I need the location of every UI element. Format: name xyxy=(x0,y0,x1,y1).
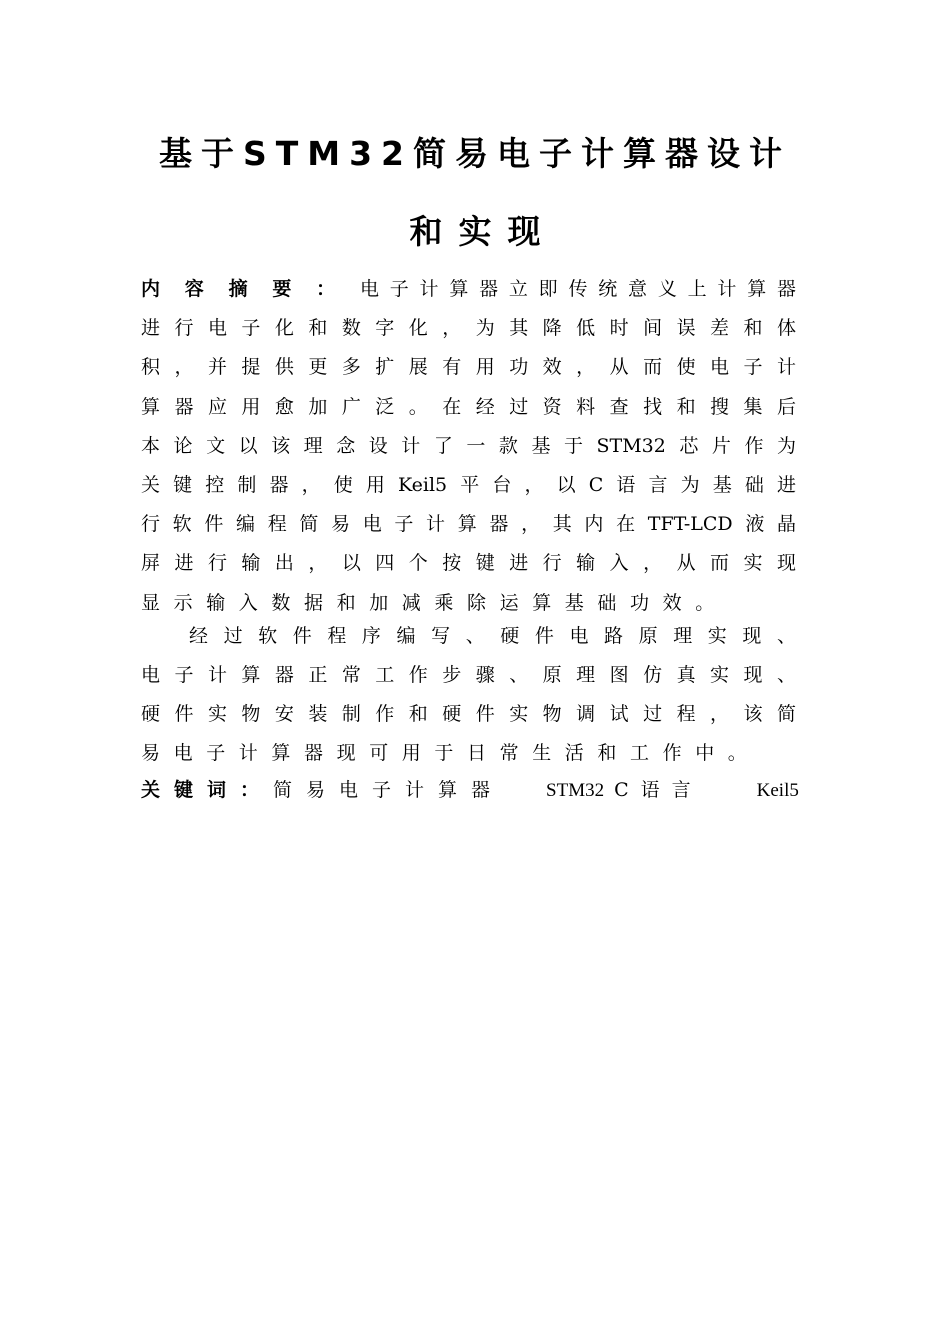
abstract-line-6: 关键控制器，使用Keil5平台，以C语言为基础进 xyxy=(141,473,796,496)
abstract-label: 内容摘要： xyxy=(141,278,360,300)
abstract-text: 电子计算器立即传统意义上计算器 xyxy=(359,278,796,300)
keyword-1: 简易电子计算器 xyxy=(273,779,505,801)
title-line-2: 和实现 xyxy=(409,212,557,251)
abstract-line-3: 积，并提供更多扩展有用功效，从而使电子计 xyxy=(141,356,796,379)
abstract-line-9: 显示输入数据和加减乘除运算基础功效。 xyxy=(141,591,728,614)
abstract-section xyxy=(141,270,796,623)
para2-line-4: 易电子计算器现可用于日常生活和工作中。 xyxy=(141,742,761,764)
abstract-line-1 xyxy=(141,270,796,309)
para2-line-3: 硬件实物安装制作和硬件实物调试过程，该简 xyxy=(141,703,796,725)
keyword-3: C语言 xyxy=(614,779,703,801)
para2-line-1: 经过软件程序编写、硬件电路原理实现、 xyxy=(189,625,796,647)
abstract-paragraph-2 xyxy=(141,617,796,773)
abstract-line-8: 屏进行输出，以四个按键进行输入，从而实现 xyxy=(141,552,796,575)
abstract-line-2: 进行电子化和数字化，为其降低时间误差和体 xyxy=(141,317,796,340)
abstract-line-4: 算器应用愈加广泛。在经过资料查找和搜集后 xyxy=(141,395,796,418)
title-line-1: 基于STM32简易电子计算器设计 xyxy=(158,134,792,173)
para2-line-2: 电子计算器正常工作步骤、原理图仿真实现、 xyxy=(141,664,796,686)
keywords-line xyxy=(141,774,801,806)
keywords-label: 关键词： xyxy=(141,779,274,801)
keyword-2: STM32 xyxy=(546,780,605,801)
keyword-4: Keil5 xyxy=(756,780,799,801)
abstract-line-5: 本论文以该理念设计了一款基于STM32芯片作为 xyxy=(141,434,796,457)
abstract-line-7: 行软件编程简易电子计算器，其内在TFT-LCD液晶 xyxy=(141,513,796,536)
